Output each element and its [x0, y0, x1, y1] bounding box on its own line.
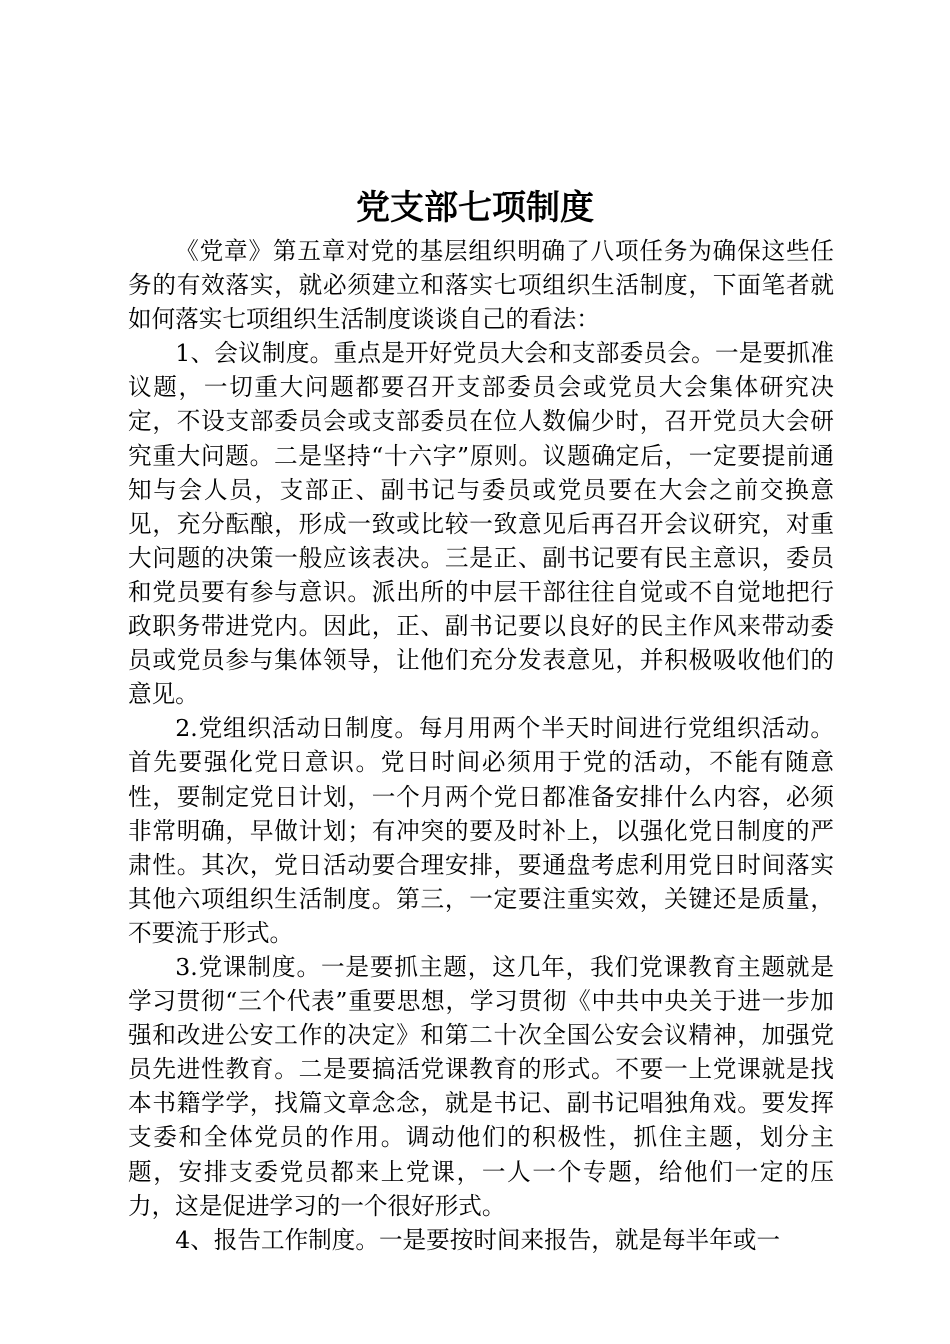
paragraph-intro: 《党章》第五章对党的基层组织明确了八项任务为确保这些任务的有效落实，就必须建立和落实七项组织生活制度，下面笔者就如何落实七项组织生活制度谈谈自己的看法： — [128, 237, 834, 334]
paragraph-party-lecture-system: 3.党课制度。一是要抓主题，这几年，我们党课教育主题就是学习贯彻“三个代表”重要思想，学习贯彻《中共中央关于进一步加强和改进公安工作的决定》和第二十次全国公安会议精神，加强党员先进性教育。二是要搞活党课教育的形式。不要一上党课就是找本书籍学学，找篇文章念念，就是书记、副书记唱独角戏。要发挥支委和全体党员的作用。调动他们的积极性，抓住主题，划分主题，安排支委党员都来上党课，一人一个专题，给他们一定的压力，这是促进学习的一个很好形式。 — [128, 952, 834, 1220]
paragraph-meeting-system: 1、会议制度。重点是开好党员大会和支部委员会。一是要抓准议题，一切重大问题都要召开支部委员会或党员大会集体研究决定，不设支部委员会或支部委员在位人数偏少时，召开党员大会研究重大问题。二是坚持“十六字”原则。议题确定后，一定要提前通知与会人员，支部正、副书记与委员或党员要在大会之前交换意见，充分酝酿，形成一致或比较一致意见后再召开会议研究，对重大问题的决策一般应该表决。三是正、副书记要有民主意识，委员和党员要有参与意识。派出所的中层干部往往自觉或不自觉地把行政职务带进党内。因此，正、副书记要以良好的民主作风来带动委员或党员参与集体领导，让他们充分发表意见，并积极吸收他们的意见。 — [128, 339, 834, 709]
document-title: 党支部七项制度 — [356, 188, 594, 228]
paragraph-activity-day-system: 2.党组织活动日制度。每月用两个半天时间进行党组织活动。首先要强化党日意识。党日时间必须用于党的活动，不能有随意性，要制定党日计划，一个月两个党日都准备安排什么内容，必须非常明确，早做计划；有冲突的要及时补上，以强化党日制度的严肃性。其次，党日活动要合理安排，要通盘考虑利用党日时间落实其他六项组织生活制度。第三，一定要注重实效，关键还是质量，不要流于形式。 — [128, 714, 834, 947]
paragraph-work-report-system: 4、报告工作制度。一是要按时间来报告，就是每半年或一 — [175, 1225, 781, 1254]
document-body — [128, 234, 834, 1257]
